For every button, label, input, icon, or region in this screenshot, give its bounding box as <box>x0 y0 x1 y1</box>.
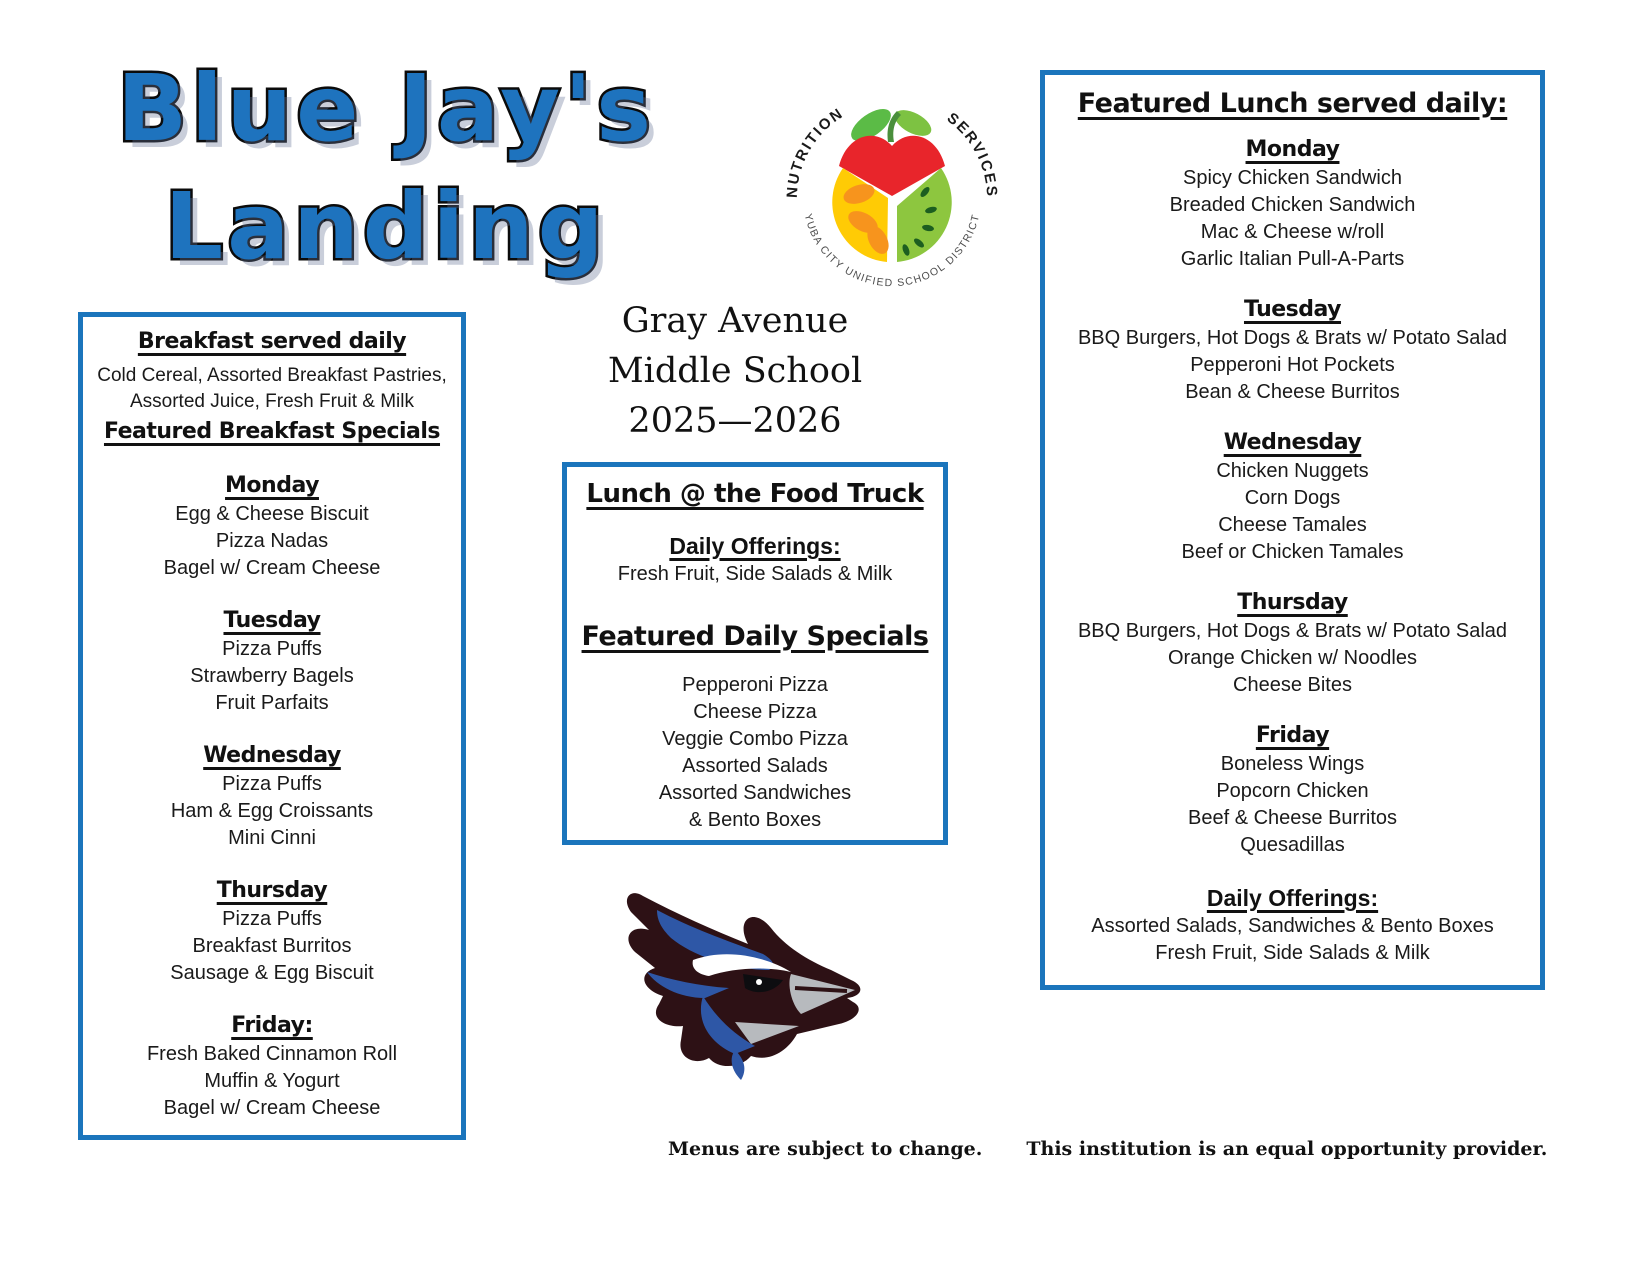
menu-item: Pizza Puffs <box>222 908 322 930</box>
blue-jay-mascot-icon <box>585 872 877 1084</box>
menu-item: & Bento Boxes <box>688 809 822 831</box>
day-heading: Wednesday <box>1223 430 1362 455</box>
lunch-day-section <box>1053 721 1532 859</box>
menu-item: Sausage & Egg Biscuit <box>170 962 374 984</box>
menu-item: Beef or Chicken Tamales <box>1181 541 1404 563</box>
menu-item: Garlic Italian Pull-A-Parts <box>1180 248 1405 270</box>
menu-item: Spicy Chicken Sandwich <box>1183 167 1402 189</box>
breakfast-box-title: Breakfast served daily <box>137 329 407 354</box>
menu-item: Chicken Nuggets <box>1216 460 1369 482</box>
menu-item: Mini Cinni <box>228 827 316 849</box>
day-heading: Tuesday <box>1243 297 1342 322</box>
menu-item: Breakfast Burritos <box>192 935 352 957</box>
menu-item: Bagel w/ Cream Cheese <box>163 557 381 579</box>
menu-item: Pizza Nadas <box>215 530 329 552</box>
menu-item: BBQ Burgers, Hot Dogs & Brats w/ Potato Salad <box>1077 327 1508 349</box>
day-heading: Friday: <box>231 1013 313 1038</box>
menu-item: Assorted Juice, Fresh Fruit & Milk <box>129 391 415 412</box>
lunch-daily-offerings <box>1053 883 1532 967</box>
nutrition-services-logo-icon <box>773 68 1011 306</box>
school-year: 2025—2026 <box>628 401 842 441</box>
featured-lunch-box <box>1040 70 1545 990</box>
menu-item: Bagel w/ Cream Cheese <box>163 1097 381 1119</box>
logo-arc-nutrition: NUTRITION <box>783 104 847 199</box>
breakfast-day-section <box>87 1011 457 1122</box>
breakfast-day-section <box>87 741 457 852</box>
menu-item: Pizza Puffs <box>222 638 322 660</box>
menu-item: Corn Dogs <box>1244 487 1341 509</box>
breakfast-box <box>78 312 466 1140</box>
svg-text:SERVICES <box>944 109 1001 198</box>
menu-item: Assorted Salads, Sandwiches & Bento Boxes <box>1091 915 1494 937</box>
page-title <box>36 50 736 286</box>
footer-note-equal-opportunity: This institution is an equal opportunity provider. <box>1026 1138 1548 1160</box>
day-heading: Tuesday <box>223 608 321 633</box>
daily-offerings-heading: Daily Offerings: <box>669 533 841 559</box>
school-name-line: Gray Avenue <box>621 301 849 341</box>
lunch-day-section <box>1053 295 1532 406</box>
menu-item: Breaded Chicken Sandwich <box>1169 194 1416 216</box>
menu-item: Fruit Parfaits <box>215 692 329 714</box>
lunch-day-section <box>1053 135 1532 273</box>
menu-item: Ham & Egg Croissants <box>170 800 374 822</box>
lunch-day-section <box>1053 588 1532 699</box>
menu-item: Quesadillas <box>1240 834 1345 856</box>
menu-item: Cheese Tamales <box>1218 514 1367 536</box>
menu-item: Cheese Pizza <box>693 701 817 723</box>
food-truck-title: Lunch @ the Food Truck <box>586 479 924 509</box>
menu-item: Veggie Combo Pizza <box>662 728 848 750</box>
food-truck-box <box>562 462 948 845</box>
title-line-1: Blue Jay's <box>117 55 655 162</box>
day-heading: Thursday <box>216 878 328 903</box>
breakfast-day-section <box>87 876 457 987</box>
menu-item: Orange Chicken w/ Noodles <box>1167 647 1417 669</box>
logo-arc-district: YUBA CITY UNIFIED SCHOOL DISTRICT <box>801 212 983 290</box>
lunch-day-section <box>1053 428 1532 566</box>
menu-item: Pepperoni Pizza <box>682 674 828 696</box>
menu-item: Egg & Cheese Biscuit <box>175 503 369 525</box>
menu-item: Cheese Bites <box>1233 674 1352 696</box>
school-name <box>545 296 925 446</box>
nutrition-services-logo <box>773 68 1011 306</box>
breakfast-specials-title: Featured Breakfast Specials <box>103 419 441 444</box>
title-line-2: Landing <box>164 173 608 280</box>
menu-item: Mac & Cheese w/roll <box>1200 221 1385 243</box>
logo-arc-services: SERVICES <box>943 109 1001 199</box>
menu-item: Pepperoni Hot Pockets <box>1190 354 1395 376</box>
featured-lunch-title: Featured Lunch served daily: <box>1077 88 1508 119</box>
daily-offerings-heading: Daily Offerings: <box>1206 885 1379 911</box>
day-heading: Wednesday <box>203 743 341 768</box>
day-heading: Monday <box>1245 137 1340 162</box>
menu-item: Fresh Fruit, Side Salads & Milk <box>1155 942 1430 964</box>
menu-item: Boneless Wings <box>1220 753 1365 775</box>
menu-item: BBQ Burgers, Hot Dogs & Brats w/ Potato Salad <box>1077 620 1508 642</box>
menu-item: Assorted Salads <box>682 755 828 777</box>
day-heading: Thursday <box>1237 590 1348 615</box>
menu-item: Fresh Baked Cinnamon Roll <box>146 1043 398 1065</box>
menu-item: Bean & Cheese Burritos <box>1185 381 1400 403</box>
menu-item: Muffin & Yogurt <box>204 1070 340 1092</box>
blue-jay-mascot <box>585 872 877 1084</box>
menu-item: Popcorn Chicken <box>1216 780 1369 802</box>
breakfast-day-section <box>87 471 457 582</box>
breakfast-day-section <box>87 606 457 717</box>
menu-item: Strawberry Bagels <box>190 665 354 687</box>
day-heading: Monday <box>225 473 319 498</box>
menu-item: Pizza Puffs <box>222 773 322 795</box>
school-name-line: Middle School <box>607 351 863 391</box>
menu-item: Beef & Cheese Burritos <box>1188 807 1397 829</box>
footer-note-menus: Menus are subject to change. <box>668 1138 983 1160</box>
menu-item: Assorted Sandwiches <box>658 782 852 804</box>
footer <box>668 1138 1547 1160</box>
svg-text:YUBA CITY UNIFIED SCHOOL DISTR <box>802 212 983 289</box>
menu-item: Fresh Fruit, Side Salads & Milk <box>617 563 893 585</box>
daily-specials-heading: Featured Daily Specials <box>581 621 929 652</box>
menu-item: Cold Cereal, Assorted Breakfast Pastries, <box>97 365 447 386</box>
daily-specials-list <box>573 672 937 834</box>
day-heading: Friday <box>1255 723 1330 748</box>
